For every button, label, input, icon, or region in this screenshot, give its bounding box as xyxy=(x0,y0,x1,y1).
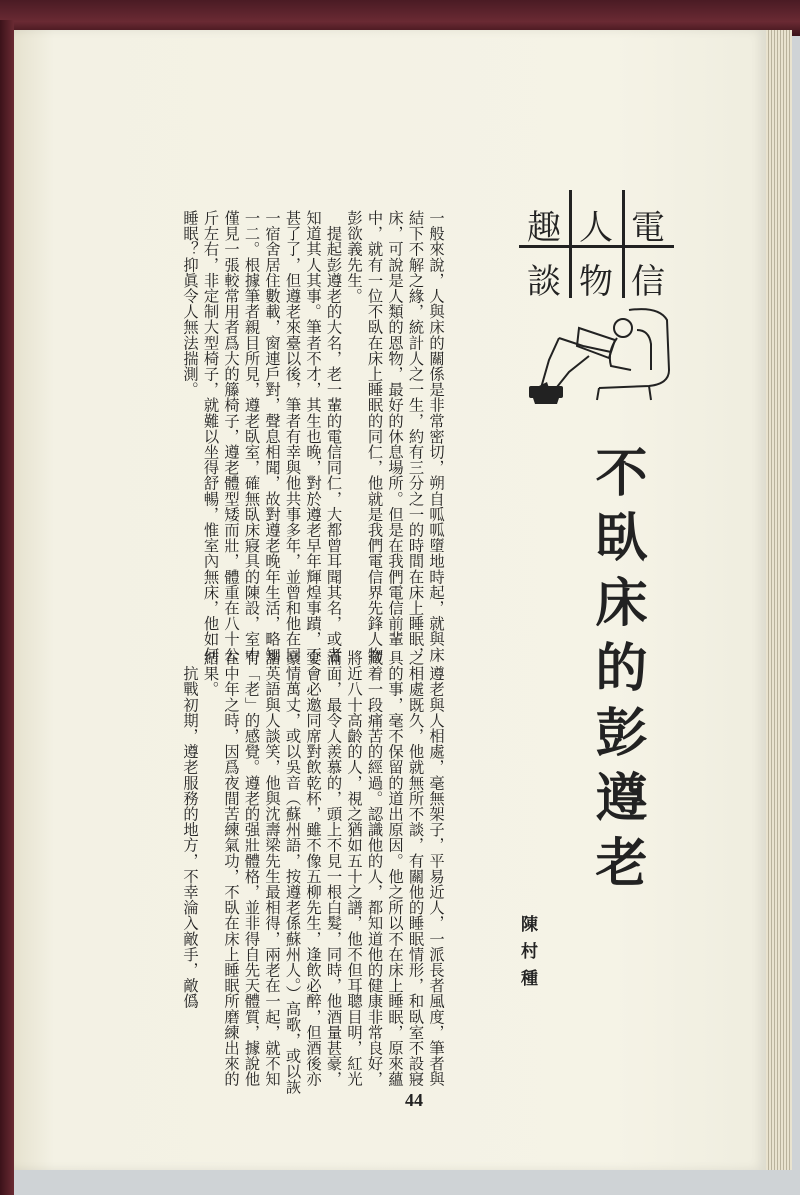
logo-char-xin: 信 xyxy=(631,262,665,302)
book-page xyxy=(14,30,766,1170)
column-logo xyxy=(519,190,679,300)
logo-rule-vertical-right xyxy=(622,190,625,298)
author-name: 陳村種 xyxy=(517,915,537,996)
logo-char-ren: 人 xyxy=(579,208,613,248)
article-title: 不臥床的彭遵老 xyxy=(586,445,647,900)
logo-char-wu: 物 xyxy=(579,262,613,302)
man-in-armchair-icon xyxy=(519,300,679,410)
body-text-upper: 一般來說，人與床的關係是非常密切，朔自呱呱墮地時起，就與床結下不解之緣，統計人之一生，約有三分之一的時間在床上睡眠，床，可說是人類的恩物，最好的休息場所。但是在我們電信前輩中，就有一位不臥在床上睡眠的同仁，他就是我們電信界先鋒人物彭欲義先生。 提起彭遵老的大名，老一輩的電信同仁，大都曾耳聞其名，或者知道其人其事。筆者不才，其生也晚，對於遵老早年輝煌事蹟，不甚了了，但遵老來臺以後，筆者有幸與他共事多年，並曾和他在同一宿舍居住數載，窗連戶對，聲息相聞，故對遵老晚年生活，略知一二。根據筆者親目所見，遵老臥室，確無臥床寢具的陳設，室中僅見一張較常用者爲大的籐椅子，遵老體型矮而壯，體重在八十公斤左右，非定制大型椅子，就難以坐得舒暢，惟室內無床，他如何睡眠？抑眞令人無法揣測。 xyxy=(181,210,445,663)
logo-rule-vertical-left xyxy=(569,190,572,298)
logo-char-qu: 趣 xyxy=(527,208,561,248)
page-number: 44 xyxy=(405,1090,423,1110)
book-cover-left xyxy=(0,20,14,1195)
logo-char-tan: 談 xyxy=(527,262,561,302)
body-text-lower: 遵老與人相處，毫無架子，平易近人，一派長者風度，筆者與之相處既久，他就無所不談，有關他的睡眠情形，和臥室不設寢具的事，毫不保留的道出原因。他之所以不在床上睡眠，原來蘊藏着一段痛苦的經過。認識他的人，都知道他的健康非常良好，將近八十高齡的人，視之猶如五十之譜，他不但耳聰目明，紅光滿面，最令人羨慕的，頭上不見一根白髮，同時，他酒量甚豪，宴會必邀同席對飲乾杯，雖不像五柳先生，逢飲必醉，但酒後亦豪情萬丈，或以吳音（蘇州語，按遵老係蘇州人。）高歌，或以詼諧英語與人談笑，他與沈壽梁先生最相得，兩老在一起，就不知有「老」的感覺。遵老的强壯體格，並非得自先天體質，據說他在中年之時，因爲夜間苦練氣功，不臥在床上睡眠所磨練出來的結果。 抗戰初期，遵老服務的地方，不幸淪入敵手，敵僞 xyxy=(181,650,445,1095)
armchair-illustration xyxy=(519,300,679,410)
logo-char-dian: 電 xyxy=(631,208,665,248)
